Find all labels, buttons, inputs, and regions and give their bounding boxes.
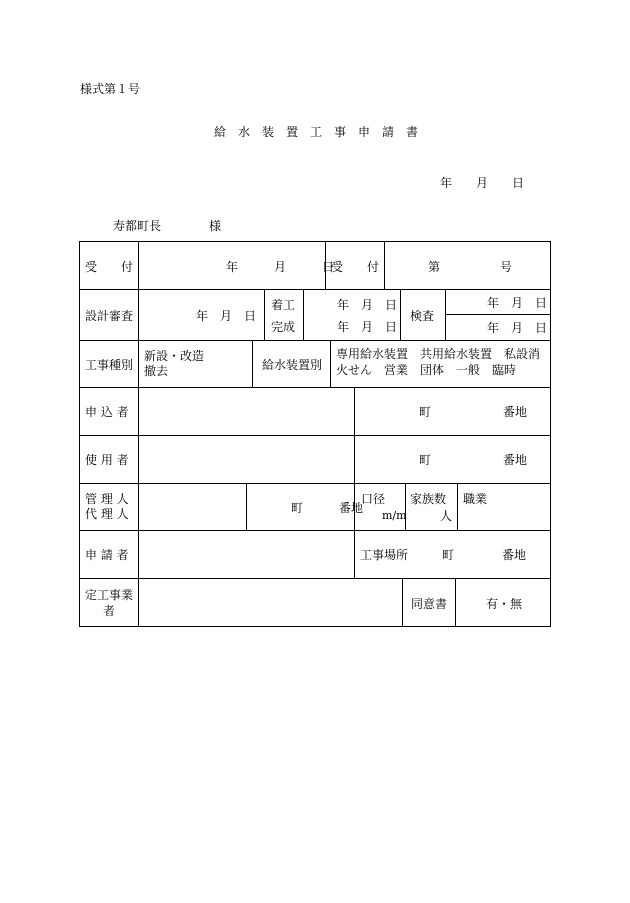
shokugyo-label: 職業 bbox=[463, 492, 488, 506]
shinseisha-label: 申 請 者 bbox=[85, 548, 129, 562]
sochi-label: 給水装置別 bbox=[262, 358, 323, 372]
kensa-date-2: 年 月 日 bbox=[487, 321, 548, 335]
koji-basho-address: 町 番地 bbox=[442, 548, 527, 562]
uketsuke-label-2: 受 付 bbox=[331, 260, 380, 274]
doisho-label: 同意書 bbox=[411, 597, 448, 611]
kensa-label: 検査 bbox=[410, 309, 435, 323]
addressee: 寿都町長 様 bbox=[113, 219, 222, 233]
uketsuke-number: 第 号 bbox=[428, 260, 513, 274]
teikoji-label-2: 者 bbox=[103, 604, 116, 618]
teikoji-label-1: 定工事業 bbox=[85, 588, 134, 602]
koukei-label: 口径 bbox=[361, 492, 386, 506]
sochi-value-2: 火せん 営業 団体 一般 臨時 bbox=[336, 363, 517, 377]
kanrinin-address: 町 番地 bbox=[291, 501, 364, 515]
moushikomi-label: 申 込 者 bbox=[85, 405, 129, 419]
form-number: 様式第１号 bbox=[80, 82, 141, 96]
uketsuke-label: 受 付 bbox=[85, 260, 134, 274]
koji-value-1: 新設・改造 bbox=[144, 349, 205, 363]
koji-basho-label: 工事場所 bbox=[360, 548, 409, 562]
kazoku-label: 家族数 bbox=[410, 492, 447, 506]
doisho-value: 有・無 bbox=[486, 597, 523, 611]
koukei-unit: m/m bbox=[382, 509, 407, 522]
uketsuke-date: 年 月 日 bbox=[226, 260, 335, 274]
kansei-label: 完成 bbox=[271, 320, 296, 334]
kansei-date: 年 月 日 bbox=[337, 320, 398, 334]
sekkei-date: 年 月 日 bbox=[196, 309, 257, 323]
dairinin-label: 代 理 人 bbox=[85, 507, 129, 521]
koji-value-2: 撤去 bbox=[144, 364, 169, 378]
koji-label: 工事種別 bbox=[85, 358, 134, 372]
chakko-label: 着工 bbox=[271, 298, 296, 312]
kanrinin-label: 管 理 人 bbox=[85, 492, 129, 506]
kensa-date-1: 年 月 日 bbox=[487, 296, 548, 310]
chakko-date: 年 月 日 bbox=[337, 298, 398, 312]
shiyosha-label: 使 用 者 bbox=[85, 453, 129, 467]
shiyosha-address: 町 番地 bbox=[419, 453, 528, 467]
moushikomi-address: 町 番地 bbox=[419, 405, 528, 419]
sekkei-label: 設計審査 bbox=[85, 309, 134, 323]
sochi-value-1: 専用給水装置 共用給水装置 私設消 bbox=[336, 347, 541, 361]
date-line: 年 月 日 bbox=[440, 176, 525, 190]
page-title: 給 水 装 置 工 事 申 請 書 bbox=[214, 125, 419, 139]
kazoku-unit: 人 bbox=[440, 509, 453, 523]
